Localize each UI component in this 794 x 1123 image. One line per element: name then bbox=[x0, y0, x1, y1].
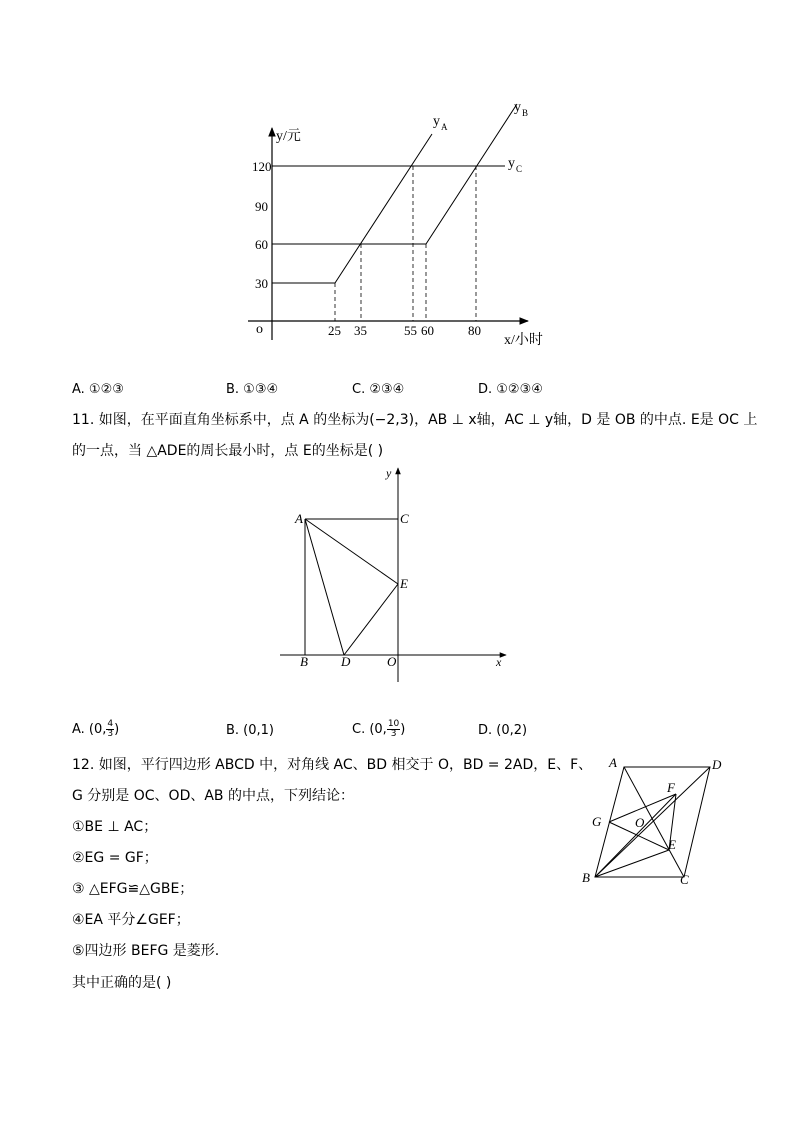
q10-x-tick-55: 55 bbox=[404, 323, 417, 338]
q11-option-a[interactable] bbox=[72, 720, 119, 739]
q12-question-line2: G 分别是 OC、OD、AB 的中点，下列结论： bbox=[72, 788, 354, 804]
q11-question-line2: 的一点，当 △ADE的周长最小时，点 E的坐标是( ) bbox=[72, 443, 384, 459]
q12-statement-5: ⑤四边形 BEFG 是菱形. bbox=[72, 943, 220, 959]
q10-option-b[interactable]: B. ①③④ bbox=[226, 382, 279, 397]
q11-option-a-suffix: ) bbox=[114, 722, 120, 737]
q11-option-a-den: 3 bbox=[107, 729, 114, 739]
q12-figure bbox=[575, 750, 735, 895]
q12-segment-BF bbox=[595, 794, 676, 877]
q11-label-D: D bbox=[341, 654, 351, 669]
q10-y-tick-60: 60 bbox=[255, 237, 268, 252]
q10-y-tick-30: 30 bbox=[255, 276, 268, 291]
q11-label-y: y bbox=[386, 466, 392, 480]
q11-question-line1: 11. 如图，在平面直角坐标系中，点 A 的坐标为(−2,3)，AB ⊥ x轴，AC ⊥ y轴，D 是 OB 的中点. E是 OC 上 bbox=[72, 412, 758, 428]
q10-x-tick-35: 35 bbox=[354, 323, 367, 338]
q10-label-yA: y bbox=[433, 114, 440, 129]
q11-option-c-prefix: C. (0, bbox=[352, 722, 387, 737]
q12-statement-3: ③ △EFG≌△GBE； bbox=[72, 881, 194, 897]
q11-figure bbox=[280, 460, 520, 690]
q10-label-yC-sub: C bbox=[516, 164, 523, 174]
q11-option-c-suffix: ) bbox=[400, 722, 406, 737]
q11-label-B: B bbox=[300, 654, 308, 669]
q10-x-tick-60: 60 bbox=[421, 323, 434, 338]
q11-label-x: x bbox=[496, 655, 502, 669]
q11-option-c-den: 3 bbox=[390, 729, 397, 739]
q10-option-d[interactable]: D. ①②③④ bbox=[478, 382, 543, 397]
q10-option-c[interactable]: C. ②③④ bbox=[352, 382, 405, 397]
q12-prompt: 其中正确的是( ) bbox=[72, 975, 172, 991]
q12-statement-4: ④EA 平分∠GEF； bbox=[72, 912, 190, 928]
q10-y-axis-label: y/元 bbox=[276, 129, 301, 144]
q11-segment-DE bbox=[344, 584, 398, 655]
q10-graph bbox=[0, 0, 794, 360]
q11-segment-AE bbox=[305, 519, 398, 584]
q11-option-b[interactable]: B. (0,1) bbox=[226, 723, 275, 738]
q12-segment-BE bbox=[595, 850, 669, 877]
q12-label-F: F bbox=[667, 780, 675, 795]
q11-option-c-fraction bbox=[387, 720, 400, 739]
q10-origin: o bbox=[256, 322, 263, 337]
q10-line-yB bbox=[272, 104, 517, 244]
q10-y-tick-90: 90 bbox=[255, 199, 268, 214]
q12-label-C: C bbox=[680, 872, 689, 887]
q10-line-yA bbox=[272, 134, 432, 283]
q10-label-yB: y bbox=[514, 100, 521, 115]
q12-label-B: B bbox=[582, 870, 590, 885]
q10-label-yA-sub: A bbox=[441, 122, 448, 132]
q12-diagonal-BD bbox=[595, 767, 710, 877]
q12-diagonal-AC bbox=[624, 767, 684, 877]
q12-label-D: D bbox=[712, 757, 722, 772]
q12-label-O: O bbox=[635, 815, 645, 830]
q12-statement-2: ②EG = GF； bbox=[72, 850, 158, 866]
q10-x-tick-80: 80 bbox=[468, 323, 481, 338]
q11-option-a-num: 4 bbox=[107, 719, 114, 729]
q10-label-yC: y bbox=[508, 156, 515, 171]
q10-y-tick-120: 120 bbox=[252, 159, 272, 174]
q12-label-A: A bbox=[609, 755, 617, 770]
q11-option-d[interactable]: D. (0,2) bbox=[478, 723, 528, 738]
q11-label-O: O bbox=[387, 654, 397, 669]
q11-option-a-fraction bbox=[106, 720, 114, 739]
q10-label-yB-sub: B bbox=[522, 108, 529, 118]
q10-x-axis-label: x/小时 bbox=[504, 333, 543, 348]
q12-question-line1: 12. 如图，平行四边形 ABCD 中，对角线 AC、BD 相交于 O，BD = 2AD，E、F、 bbox=[72, 757, 593, 773]
q12-label-E: E bbox=[668, 837, 676, 852]
q10-x-tick-25: 25 bbox=[328, 323, 341, 338]
q11-label-C: C bbox=[400, 511, 409, 526]
q12-statement-1: ①BE ⊥ AC； bbox=[72, 819, 158, 835]
q11-segment-AD bbox=[305, 519, 344, 655]
q12-label-G: G bbox=[592, 814, 602, 829]
q10-option-a[interactable]: A. ①②③ bbox=[72, 382, 124, 397]
q11-option-a-prefix: A. (0, bbox=[72, 722, 107, 737]
q11-option-c-num: 10 bbox=[387, 719, 400, 729]
q11-label-A: A bbox=[295, 511, 303, 526]
q11-option-c[interactable] bbox=[352, 720, 405, 739]
q11-label-E: E bbox=[400, 576, 408, 591]
